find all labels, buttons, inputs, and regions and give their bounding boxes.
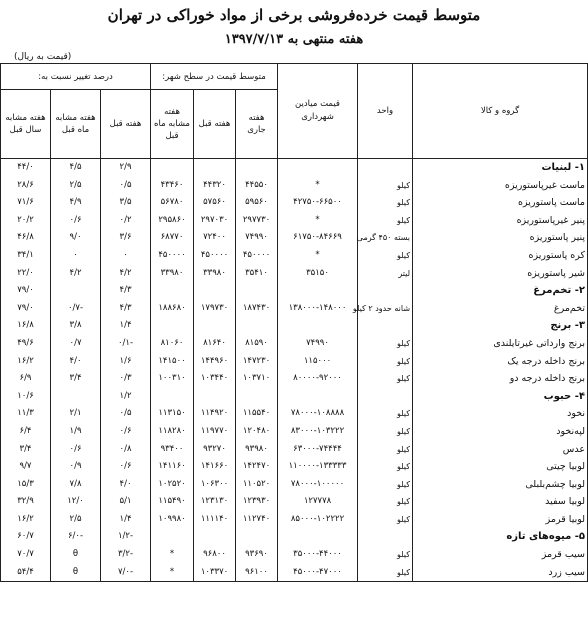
table-row (1, 177, 588, 195)
row-name: ماست پاستوریزه (413, 194, 588, 212)
row-unit: کیلو (358, 212, 413, 230)
row-unit: کیلو (358, 247, 413, 265)
table-row (1, 423, 588, 441)
row-pct-prev-year: ۶/۹ (1, 370, 51, 388)
row-same-week-prev-month: ۴۵۰۰۰۰ (151, 247, 194, 265)
row-prev-week (194, 317, 236, 335)
row-prev-week: ۴۵۰۰۰۰ (194, 247, 236, 265)
table-row (1, 265, 588, 283)
row-pct-prev-year: ۳۲/۹ (1, 493, 51, 511)
row-field-price: ۱۱۵۰۰۰ (278, 353, 358, 371)
row-field-price: ۳۵۱۵۰ (278, 265, 358, 283)
row-pct-prev-month: ۰/۹ (51, 458, 101, 476)
row-current-week: ۱۲۳۹۳۰ (236, 493, 278, 511)
row-current-week: ۱۱۲۷۴۰ (236, 511, 278, 529)
row-pct-prev-week: ۴/۰ (101, 476, 151, 494)
row-prev-week: ۱۱۹۷۷۰ (194, 423, 236, 441)
row-unit (358, 528, 413, 546)
row-prev-week (194, 282, 236, 300)
row-current-week: ۹۳۹۸۰ (236, 441, 278, 459)
row-name: ۱- لبنیات (413, 159, 588, 177)
row-prev-week (194, 528, 236, 546)
row-same-week-prev-month: ۱۸۸۶۸۰ (151, 300, 194, 318)
row-prev-week: ۱۲۳۱۳۰ (194, 493, 236, 511)
category-row (1, 528, 588, 546)
row-pct-prev-year: ۷۰/۷ (1, 546, 51, 564)
col-group-header: گروه و کالا (413, 64, 588, 159)
row-prev-week: ۱۴۴۹۶۰ (194, 353, 236, 371)
col-prev-week-header: هفته قبل (194, 90, 236, 159)
row-pct-prev-year: ۴۶/۸ (1, 229, 51, 247)
row-pct-prev-year: ۱۶/۲ (1, 511, 51, 529)
row-field-price: ۱۱۰۰۰۰-۱۳۳۳۳۳ (278, 458, 358, 476)
row-prev-week (194, 388, 236, 406)
row-current-week: ۸۱۵۹۰ (236, 335, 278, 353)
row-unit: کیلو (358, 546, 413, 564)
row-current-week: ۹۳۶۹۰ (236, 546, 278, 564)
row-pct-prev-week: ۱/۴ (101, 317, 151, 335)
row-prev-week: ۷۲۴۰۰ (194, 229, 236, 247)
row-pct-prev-week: ۱/۶ (101, 353, 151, 371)
table-row (1, 370, 588, 388)
row-prev-week: ۴۴۳۲۰ (194, 177, 236, 195)
row-field-price: ۸۵۰۰۰-۱۰۲۲۲۲ (278, 511, 358, 529)
row-prev-week: ۱۰۶۳۰۰ (194, 476, 236, 494)
row-prev-week: ۹۶۸۰۰ (194, 546, 236, 564)
row-current-week: ۳۵۴۱۰ (236, 265, 278, 283)
row-field-price: * (278, 247, 358, 265)
row-prev-week: ۱۷۹۷۳۰ (194, 300, 236, 318)
row-same-week-prev-month: ۱۱۵۴۹۰ (151, 493, 194, 511)
row-name: شیر پاستوریزه (413, 265, 588, 283)
row-pct-prev-year: ۱۶/۸ (1, 317, 51, 335)
row-prev-week: ۲۹۷۰۳۰ (194, 212, 236, 230)
row-pct-prev-year: ۷۱/۶ (1, 194, 51, 212)
row-unit: بسته ۴۵۰ گرمی (358, 229, 413, 247)
table-row (1, 511, 588, 529)
row-current-week: ۷۴۹۹۰ (236, 229, 278, 247)
row-pct-prev-week: ۱/۲ (101, 388, 151, 406)
row-pct-prev-year: ۴۹/۶ (1, 335, 51, 353)
row-pct-prev-week: ۳/۶ (101, 229, 151, 247)
row-name: پنیر پاستوریزه (413, 229, 588, 247)
row-prev-week: ۹۳۲۷۰ (194, 441, 236, 459)
row-pct-prev-week: ۴/۳ (101, 300, 151, 318)
report-title: متوسط قیمت خرده‌فروشی برخی از مواد خوراکی در تهران (107, 6, 481, 24)
row-current-week: ۱۴۲۴۷۰ (236, 458, 278, 476)
row-field-price: * (278, 177, 358, 195)
avg-price-group-header: متوسط قیمت در سطح شهر: (151, 64, 278, 90)
row-name: برنج داخله درجه یک (413, 353, 588, 371)
row-name: لوبیا چیتی (413, 458, 588, 476)
row-same-week-prev-month: ۱۰۹۹۸۰ (151, 511, 194, 529)
row-current-week: ۱۲۰۴۸۰ (236, 423, 278, 441)
row-pct-prev-month: ۰/۷ (51, 335, 101, 353)
table-row (1, 546, 588, 564)
row-pct-prev-month (51, 282, 101, 300)
row-pct-prev-week: ۲/۹ (101, 159, 151, 177)
row-prev-week: ۱۱۱۱۴۰ (194, 511, 236, 529)
row-field-price: * (278, 212, 358, 230)
row-name: لوبیا سفید (413, 493, 588, 511)
row-same-week-prev-month: ۶۸۷۷۰ (151, 229, 194, 247)
row-unit: شانه حدود ۲ کیلو (358, 300, 413, 318)
row-same-week-prev-month: ۱۰۲۵۲۰ (151, 476, 194, 494)
row-prev-week: ۱۱۴۹۲۰ (194, 405, 236, 423)
row-prev-week: ۱۴۱۶۶۰ (194, 458, 236, 476)
row-pct-prev-year: ۱۶/۲ (1, 353, 51, 371)
table-row (1, 405, 588, 423)
col-current-week-header: هفته جاری (236, 90, 278, 159)
row-prev-week (194, 159, 236, 177)
row-name: عدس (413, 441, 588, 459)
row-pct-prev-month: -۰/۷ (51, 300, 101, 318)
row-pct-prev-year: ۶۰/۷ (1, 528, 51, 546)
row-current-week (236, 159, 278, 177)
row-same-week-prev-month: ۱۱۳۱۵۰ (151, 405, 194, 423)
row-name: لوبیا چشم‌بلبلی (413, 476, 588, 494)
table-row (1, 212, 588, 230)
row-field-price (278, 282, 358, 300)
row-pct-prev-month: ۴/۲ (51, 265, 101, 283)
row-pct-prev-month: θ (51, 564, 101, 582)
unit-note: (قیمت به ریال) (14, 52, 72, 62)
row-current-week: ۴۵۰۰۰۰ (236, 247, 278, 265)
report-subtitle: هفته منتهی به ۱۳۹۷/۷/۱۳ (224, 32, 364, 47)
row-name: تخم‌مرغ (413, 300, 588, 318)
row-current-week: ۱۱۰۵۲۰ (236, 476, 278, 494)
row-unit: کیلو (358, 194, 413, 212)
row-field-price: ۱۲۷۷۷۸ (278, 493, 358, 511)
row-same-week-prev-month: ۱۰۰۳۱۰ (151, 370, 194, 388)
row-prev-week: ۳۳۹۸۰ (194, 265, 236, 283)
price-table (0, 63, 588, 582)
row-pct-prev-year: ۳۴/۱ (1, 247, 51, 265)
row-same-week-prev-month: ۴۳۴۶۰ (151, 177, 194, 195)
table-body (1, 159, 588, 582)
category-row (1, 317, 588, 335)
row-pct-prev-week: ۰/۵ (101, 405, 151, 423)
row-name: ۲- تخم‌مرغ (413, 282, 588, 300)
row-field-price: ۱۳۸۰۰۰-۱۴۸۰۰۰ (278, 300, 358, 318)
row-pct-prev-week: ۰/۶ (101, 423, 151, 441)
row-field-price: ۸۰۰۰۰-۹۲۰۰۰ (278, 370, 358, 388)
row-name: لپه‌نخود (413, 423, 588, 441)
row-field-price: ۸۳۰۰۰-۱۰۳۲۲۲ (278, 423, 358, 441)
row-same-week-prev-month (151, 528, 194, 546)
row-pct-prev-year: ۳/۴ (1, 441, 51, 459)
row-pct-prev-year: ۴۴/۰ (1, 159, 51, 177)
row-pct-prev-week: -۳/۲ (101, 546, 151, 564)
row-field-price (278, 528, 358, 546)
row-unit: لیتر (358, 265, 413, 283)
row-unit (358, 282, 413, 300)
row-name: سیب زرد (413, 564, 588, 582)
row-pct-prev-week: ۱/۴ (101, 511, 151, 529)
row-pct-prev-month: ۳/۴ (51, 370, 101, 388)
row-same-week-prev-month (151, 159, 194, 177)
row-field-price (278, 317, 358, 335)
row-pct-prev-year: ۵۴/۴ (1, 564, 51, 582)
category-row (1, 159, 588, 177)
row-pct-prev-week: ۰ (101, 247, 151, 265)
row-same-week-prev-month: ۵۶۷۸۰ (151, 194, 194, 212)
row-pct-prev-month: ۰/۶ (51, 212, 101, 230)
row-pct-prev-week: ۰/۲ (101, 212, 151, 230)
col-pct-prev-week-header: هفته قبل (101, 90, 151, 159)
row-pct-prev-week: ۰/۸ (101, 441, 151, 459)
row-unit: کیلو (358, 335, 413, 353)
table-row (1, 476, 588, 494)
row-pct-prev-year: ۷۹/۰ (1, 282, 51, 300)
row-unit: کیلو (358, 177, 413, 195)
row-pct-prev-year: ۲۲/۰ (1, 265, 51, 283)
row-same-week-prev-month (151, 282, 194, 300)
row-unit: کیلو (358, 564, 413, 582)
table-row (1, 300, 588, 318)
row-prev-week: ۵۷۵۶۰ (194, 194, 236, 212)
row-name: ۳- برنج (413, 317, 588, 335)
category-row (1, 282, 588, 300)
row-current-week: ۱۱۵۵۴۰ (236, 405, 278, 423)
row-pct-prev-month: ۹/۰ (51, 229, 101, 247)
row-pct-prev-month: ۱۲/۰ (51, 493, 101, 511)
table-row (1, 564, 588, 582)
row-pct-prev-year: ۷۹/۰ (1, 300, 51, 318)
row-pct-prev-week: -۷/۰ (101, 564, 151, 582)
row-pct-prev-month: ۲/۵ (51, 511, 101, 529)
table-row (1, 353, 588, 371)
row-pct-prev-year: ۲۰/۲ (1, 212, 51, 230)
row-unit: کیلو (358, 511, 413, 529)
row-unit: کیلو (358, 405, 413, 423)
row-name: برنج داخله درجه دو (413, 370, 588, 388)
row-unit: کیلو (358, 458, 413, 476)
row-unit: کیلو (358, 423, 413, 441)
header-row-top (1, 64, 588, 90)
row-pct-prev-week: ۰/۵ (101, 177, 151, 195)
col-field-price-header: قیمت میادین شهرداری (278, 64, 358, 159)
row-same-week-prev-month: ۱۴۱۵۰۰ (151, 353, 194, 371)
row-name: ۴- حبوب (413, 388, 588, 406)
row-same-week-prev-month: * (151, 564, 194, 582)
row-pct-prev-month: ۲/۱ (51, 405, 101, 423)
row-pct-prev-month: ۲/۵ (51, 177, 101, 195)
row-pct-prev-week: ۰/۶ (101, 458, 151, 476)
row-pct-prev-month: ۳/۸ (51, 317, 101, 335)
col-unit-header: واحد (358, 64, 413, 159)
row-name: ماست غیرپاستوریزه (413, 177, 588, 195)
row-prev-week: ۱۰۳۴۴۰ (194, 370, 236, 388)
row-pct-prev-year: ۶/۴ (1, 423, 51, 441)
row-field-price: ۴۵۰۰۰-۴۷۰۰۰ (278, 564, 358, 582)
row-pct-prev-month: ۴/۵ (51, 159, 101, 177)
row-prev-week: ۱۰۳۳۷۰ (194, 564, 236, 582)
col-pct-prev-year-header: هفته مشابه سال قبل (1, 90, 51, 159)
row-pct-prev-year: ۲۸/۶ (1, 177, 51, 195)
row-current-week (236, 528, 278, 546)
row-field-price: ۷۸۰۰۰-۱۰۸۸۸۸ (278, 405, 358, 423)
table-row (1, 458, 588, 476)
row-same-week-prev-month: ۲۹۵۸۶۰ (151, 212, 194, 230)
row-pct-prev-week: -۰/۱ (101, 335, 151, 353)
row-field-price: ۶۳۰۰۰-۷۴۴۴۴ (278, 441, 358, 459)
row-same-week-prev-month (151, 388, 194, 406)
row-pct-prev-week: ۵/۱ (101, 493, 151, 511)
row-unit: کیلو (358, 476, 413, 494)
table-row (1, 441, 588, 459)
row-same-week-prev-month: ۱۱۸۲۸۰ (151, 423, 194, 441)
row-field-price (278, 159, 358, 177)
row-field-price: ۷۸۰۰۰-۱۰۰۰۰۰ (278, 476, 358, 494)
price-table-container (0, 63, 588, 582)
row-field-price: ۴۲۷۵۰-۶۶۵۰۰ (278, 194, 358, 212)
row-current-week: ۵۹۵۶۰ (236, 194, 278, 212)
row-field-price: ۶۱۷۵۰-۸۴۶۶۹ (278, 229, 358, 247)
row-name: ۵- میوه‌های تازه (413, 528, 588, 546)
row-current-week: ۹۶۱۰۰ (236, 564, 278, 582)
row-same-week-prev-month: ۹۳۴۰۰ (151, 441, 194, 459)
row-unit (358, 317, 413, 335)
row-unit: کیلو (358, 353, 413, 371)
row-unit (358, 159, 413, 177)
row-same-week-prev-month: * (151, 546, 194, 564)
table-row (1, 335, 588, 353)
category-row (1, 388, 588, 406)
row-unit (358, 388, 413, 406)
table-row (1, 229, 588, 247)
row-current-week: ۱۴۷۲۳۰ (236, 353, 278, 371)
row-field-price (278, 388, 358, 406)
row-pct-prev-year: ۱۰/۶ (1, 388, 51, 406)
row-field-price: ۷۴۹۹۰ (278, 335, 358, 353)
row-pct-prev-month: ۰/۶ (51, 441, 101, 459)
row-pct-prev-month: θ (51, 546, 101, 564)
row-prev-week: ۸۱۶۴۰ (194, 335, 236, 353)
row-current-week (236, 388, 278, 406)
row-pct-prev-week: ۰/۳ (101, 370, 151, 388)
pct-change-group-header: درصد تغییر نسبت به: (1, 64, 151, 90)
row-name: لوبیا قرمز (413, 511, 588, 529)
row-current-week: ۲۹۷۷۳۰ (236, 212, 278, 230)
row-same-week-prev-month: ۳۳۹۸۰ (151, 265, 194, 283)
row-pct-prev-month: ۴/۹ (51, 194, 101, 212)
row-pct-prev-year: ۱۱/۳ (1, 405, 51, 423)
row-pct-prev-month: ۱/۹ (51, 423, 101, 441)
col-same-week-prev-month-header: هفته مشابه ماه قبل (151, 90, 194, 159)
row-pct-prev-month: ۴/۰ (51, 353, 101, 371)
row-unit: کیلو (358, 493, 413, 511)
row-field-price: ۳۵۰۰۰-۴۴۰۰۰ (278, 546, 358, 564)
col-pct-prev-month-header: هفته مشابه ماه قبل (51, 90, 101, 159)
row-pct-prev-month (51, 388, 101, 406)
row-same-week-prev-month: ۸۱۰۶۰ (151, 335, 194, 353)
row-current-week (236, 317, 278, 335)
table-row (1, 247, 588, 265)
row-pct-prev-year: ۹/۷ (1, 458, 51, 476)
table-row (1, 493, 588, 511)
row-current-week: ۱۰۳۷۱۰ (236, 370, 278, 388)
row-unit: کیلو (358, 370, 413, 388)
row-unit: کیلو (358, 441, 413, 459)
row-pct-prev-month: ۷/۸ (51, 476, 101, 494)
row-pct-prev-month: ۰ (51, 247, 101, 265)
row-pct-prev-year: ۱۵/۳ (1, 476, 51, 494)
row-name: سیب قرمز (413, 546, 588, 564)
table-row (1, 194, 588, 212)
row-name: کره پاستوریزه (413, 247, 588, 265)
row-pct-prev-week: ۴/۲ (101, 265, 151, 283)
row-pct-prev-week: -۱/۲ (101, 528, 151, 546)
row-name: برنج وارداتی غیرتایلندی (413, 335, 588, 353)
row-pct-prev-month: -۶/۰ (51, 528, 101, 546)
row-same-week-prev-month: ۱۴۱۱۶۰ (151, 458, 194, 476)
row-current-week: ۱۸۷۴۳۰ (236, 300, 278, 318)
row-same-week-prev-month (151, 317, 194, 335)
row-name: پنیر غیرپاستوریزه (413, 212, 588, 230)
row-name: نخود (413, 405, 588, 423)
row-pct-prev-week: ۳/۵ (101, 194, 151, 212)
row-current-week (236, 282, 278, 300)
row-pct-prev-week: ۴/۳ (101, 282, 151, 300)
row-current-week: ۴۴۵۵۰ (236, 177, 278, 195)
